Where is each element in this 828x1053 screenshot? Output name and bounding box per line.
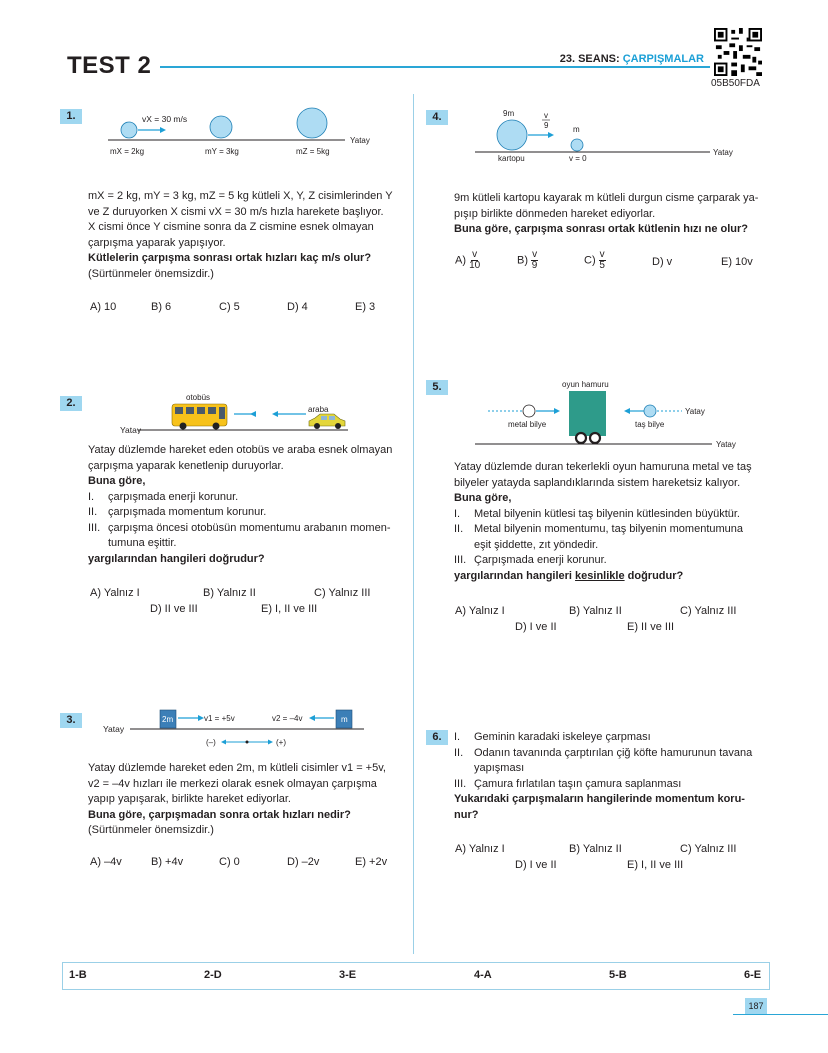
q1-axis-label: Yatay: [350, 136, 370, 145]
question-number-4: 4.: [426, 110, 448, 125]
page-number: 187: [745, 998, 767, 1014]
session-topic: ÇARPIŞMALAR: [622, 53, 704, 65]
q5-options: [455, 603, 775, 635]
q3-line: v2 = –4v hızları ile merkezi olarak esnek olmayan çarpışma: [88, 777, 377, 790]
q6-item-2-cont: yapışması: [474, 762, 525, 774]
q5-question: yargılarından hangileri kesinlikle doğrudur?: [454, 569, 684, 582]
q3-note: (Sürtünmeler önemsizdir.): [88, 824, 214, 836]
q4-snowball-label: kartopu: [498, 154, 525, 163]
q1-mz-label: mZ = 5kg: [296, 147, 330, 156]
q2-figure: [116, 388, 352, 434]
q2-axis-label: Yatay: [120, 425, 142, 434]
page-number-rule: [733, 1014, 828, 1015]
metal-ball-icon: [523, 405, 535, 417]
q4-option-c[interactable]: C) $\frac{v}{5}$: [584, 249, 605, 271]
q5-option-a[interactable]: A) Yalnız I: [455, 605, 505, 617]
q4-option-a[interactable]: A) $\frac{v}{10}$: [455, 249, 481, 271]
answer-1: 1-B: [69, 969, 87, 981]
question-number-2: 2.: [60, 396, 82, 411]
q5-metal-label: metal bilye: [508, 420, 547, 429]
q5-item-3: III. Çarpışmada enerji korunur.: [454, 554, 607, 566]
q2-line: çarpışma yaparak kenetlenip duruyorlar.: [88, 459, 284, 472]
answer-3: 3-E: [339, 969, 357, 981]
q3-option-d[interactable]: D) –2v: [287, 856, 320, 868]
answer-5: 5-B: [609, 969, 627, 981]
q3-option-b[interactable]: B) +4v: [151, 856, 184, 868]
answer-key: [62, 962, 770, 990]
question-number-3: 3.: [60, 713, 82, 728]
q2-item-3-cont: tumuna eşittir.: [108, 537, 177, 549]
q2-line: Yatay düzlemde hareket eden otobüs ve araba esnek olmayan: [88, 444, 393, 456]
q1-option-e[interactable]: E) 3: [355, 301, 376, 313]
q4-v0-label: v = 0: [569, 154, 587, 163]
q6-question: Yukarıdaki çarpışmaların hangilerinde momentum koru-: [454, 793, 745, 805]
q1-line: çarpışma yaparak yapışıyor.: [88, 236, 226, 249]
q6-item-2: II. Odanın tavanında çarptırılan çiğ köfte hamurunun tavana: [454, 746, 753, 759]
q6-option-e[interactable]: E) I, II ve III: [627, 859, 684, 871]
q6-option-a[interactable]: A) Yalnız I: [455, 843, 505, 855]
q3-figure: [100, 705, 370, 751]
q5-option-b[interactable]: B) Yalnız II: [569, 605, 622, 617]
q6-option-d[interactable]: D) I ve II: [515, 859, 557, 871]
q6-option-b[interactable]: B) Yalnız II: [569, 843, 622, 855]
q6-option-c[interactable]: C) Yalnız III: [680, 843, 737, 855]
q4-body: [454, 191, 769, 238]
q1-body: [88, 189, 400, 282]
q4-option-e[interactable]: E) 10v: [721, 256, 753, 268]
q1-line: ve Z duruyorken X cismi vX = 30 m/s hızla harekete başlıyor.: [88, 205, 384, 218]
q3-line: yapıp yapışarak, birlikte hareket ediyorlar.: [88, 793, 291, 805]
q5-dough-label: oyun hamuru: [562, 380, 609, 389]
test-title: TEST 2: [67, 52, 152, 79]
answer-4: 4-A: [474, 969, 492, 981]
q1-question: Kütlelerin çarpışma sonrası ortak hızları kaç m/s olur?: [88, 252, 372, 264]
q5-option-e[interactable]: E) II ve III: [627, 621, 675, 633]
q3-options: [90, 854, 410, 870]
q5-lead: Buna göre,: [454, 492, 512, 504]
q3-option-c[interactable]: C) 0: [219, 856, 240, 868]
q4-figure: [470, 102, 745, 164]
q4-line: pışıp birlikte dönmeden hareket ediyorlar.: [454, 207, 656, 220]
q6-item-3: III. Çamura fırlatılan taşın çamura saplanması: [454, 777, 682, 790]
q3-body: [88, 761, 400, 839]
q4-option-d[interactable]: D) v: [652, 256, 673, 268]
q3-line: Yatay düzlemde hareket eden 2m, m kütleli cisimler v1 = +5v,: [88, 762, 386, 774]
bus-icon: [172, 404, 227, 430]
stone-ball-icon: [644, 405, 656, 417]
q4-v-num: v: [544, 111, 548, 120]
q2-options: [90, 585, 410, 617]
question-number-1: 1.: [60, 109, 82, 124]
q2-question: yargılarından hangileri doğrudur?: [88, 552, 265, 565]
q1-note: (Sürtünmeler önemsizdir.): [88, 267, 214, 280]
q2-option-e[interactable]: E) I, II ve III: [261, 603, 318, 615]
q1-my-label: mY = 3kg: [205, 147, 239, 156]
q4-axis-label: Yatay: [713, 148, 733, 157]
question-number-5: 5.: [426, 380, 448, 395]
q3-v2-label: v2 = –4v: [272, 714, 303, 723]
q3-axis-label: Yatay: [103, 724, 125, 734]
q2-lead: Buna göre,: [88, 475, 146, 487]
q5-axis-label-top: Yatay: [685, 407, 705, 416]
q2-item-3: III. çarpışma öncesi otobüsün momentumu arabanın momen-: [88, 521, 391, 534]
column-divider: [413, 94, 414, 954]
qr-code-label: 05B50FDA: [711, 78, 760, 89]
q1-option-a[interactable]: A) 10: [90, 301, 117, 313]
q3-option-a[interactable]: A) –4v: [90, 856, 122, 868]
q2-item-2: II. çarpışmada momentum korunur.: [88, 506, 267, 518]
q5-figure: [470, 376, 760, 452]
q5-line: bilyeler yatayda saplandıklarında sistem hareketsiz kalıyor.: [454, 476, 741, 489]
snowball-icon: [497, 120, 527, 150]
q4-line: 9m kütleli kartopu kayarak m kütleli durgun cisme çarparak ya-: [454, 192, 759, 204]
q1-line: mX = 2 kg, mY = 3 kg, mZ = 5 kg kütleli X, Y, Z cisimlerinden Y: [88, 190, 393, 202]
q1-option-b[interactable]: B) 6: [151, 301, 172, 313]
q2-bus-label: otobüs: [186, 393, 211, 402]
q1-mx-label: mX = 2kg: [110, 147, 145, 156]
q4-question: Buna göre, çarpışma sonrası ortak kütlenin hızı ne olur?: [454, 223, 749, 235]
q3-minus-label: (–): [206, 738, 216, 747]
car-icon: [309, 414, 345, 429]
q3-option-e[interactable]: E) +2v: [355, 856, 388, 868]
q5-option-d[interactable]: D) I ve II: [515, 621, 557, 633]
q4-mass9-label: 9m: [503, 109, 515, 118]
q5-item-2: II. Metal bilyenin momentumu, taş bilyenin momentumuna: [454, 523, 744, 535]
q5-line: Yatay düzlemde duran tekerlekli oyun hamuruna metal ve taş: [454, 461, 752, 473]
session-prefix: 23. SEANS:: [559, 53, 623, 65]
q4-v-den: 9: [544, 121, 549, 130]
q1-figure: [100, 102, 390, 160]
q2-option-d[interactable]: D) II ve III: [150, 603, 198, 615]
q2-option-a[interactable]: A) Yalnız I: [90, 587, 140, 599]
q4-option-b[interactable]: B) $\frac{v}{9}$: [517, 249, 538, 271]
q4-options: [455, 250, 775, 274]
q3-block-2m-label: 2m: [162, 715, 174, 724]
title-rule: [160, 66, 710, 68]
q5-body: [454, 460, 769, 584]
q4-mass-label: m: [573, 125, 580, 134]
q2-item-1: I. çarpışmada enerji korunur.: [88, 490, 239, 503]
q5-axis-label: Yatay: [716, 440, 736, 449]
qr-code-icon[interactable]: [714, 28, 762, 76]
q5-stone-label: taş bilye: [635, 420, 665, 429]
play-dough-icon: [569, 391, 606, 436]
q1-option-c[interactable]: C) 5: [219, 301, 240, 313]
q1-line: X cismi önce Y cismine sonra da Z cismine esnek olmayan: [88, 221, 374, 233]
q5-item-1: I. Metal bilyenin kütlesi taş bilyenin kütlesinden büyüktür.: [454, 507, 740, 520]
q5-option-c[interactable]: C) Yalnız III: [680, 605, 737, 617]
q2-car-label: araba: [308, 405, 329, 414]
q1-vx-label: vX = 30 m/s: [142, 114, 188, 124]
q5-item-2-cont: eşit şiddette, zıt yöndedir.: [474, 538, 599, 551]
session-title: [560, 53, 704, 65]
q3-v1-label: v1 = +5v: [204, 714, 235, 723]
answer-2: 2-D: [204, 969, 222, 981]
q2-option-b[interactable]: B) Yalnız II: [203, 587, 256, 599]
question-number-6: 6.: [426, 730, 448, 745]
q6-options: [455, 841, 775, 873]
q6-question-cont: nur?: [454, 808, 479, 821]
small-mass-icon: [571, 139, 583, 151]
answer-6: 6-E: [744, 969, 762, 981]
q3-block-m-label: m: [341, 715, 348, 724]
q2-option-c[interactable]: C) Yalnız III: [314, 587, 371, 599]
q3-plus-label: (+): [276, 738, 286, 747]
q1-option-d[interactable]: D) 4: [287, 301, 308, 313]
q6-body: [454, 730, 769, 823]
q2-body: [88, 443, 400, 567]
q6-item-1: I. Geminin karadaki iskeleye çarpması: [454, 731, 651, 743]
q3-question: Buna göre, çarpışmadan sonra ortak hızları nedir?: [88, 808, 351, 821]
q1-options: [90, 299, 410, 315]
